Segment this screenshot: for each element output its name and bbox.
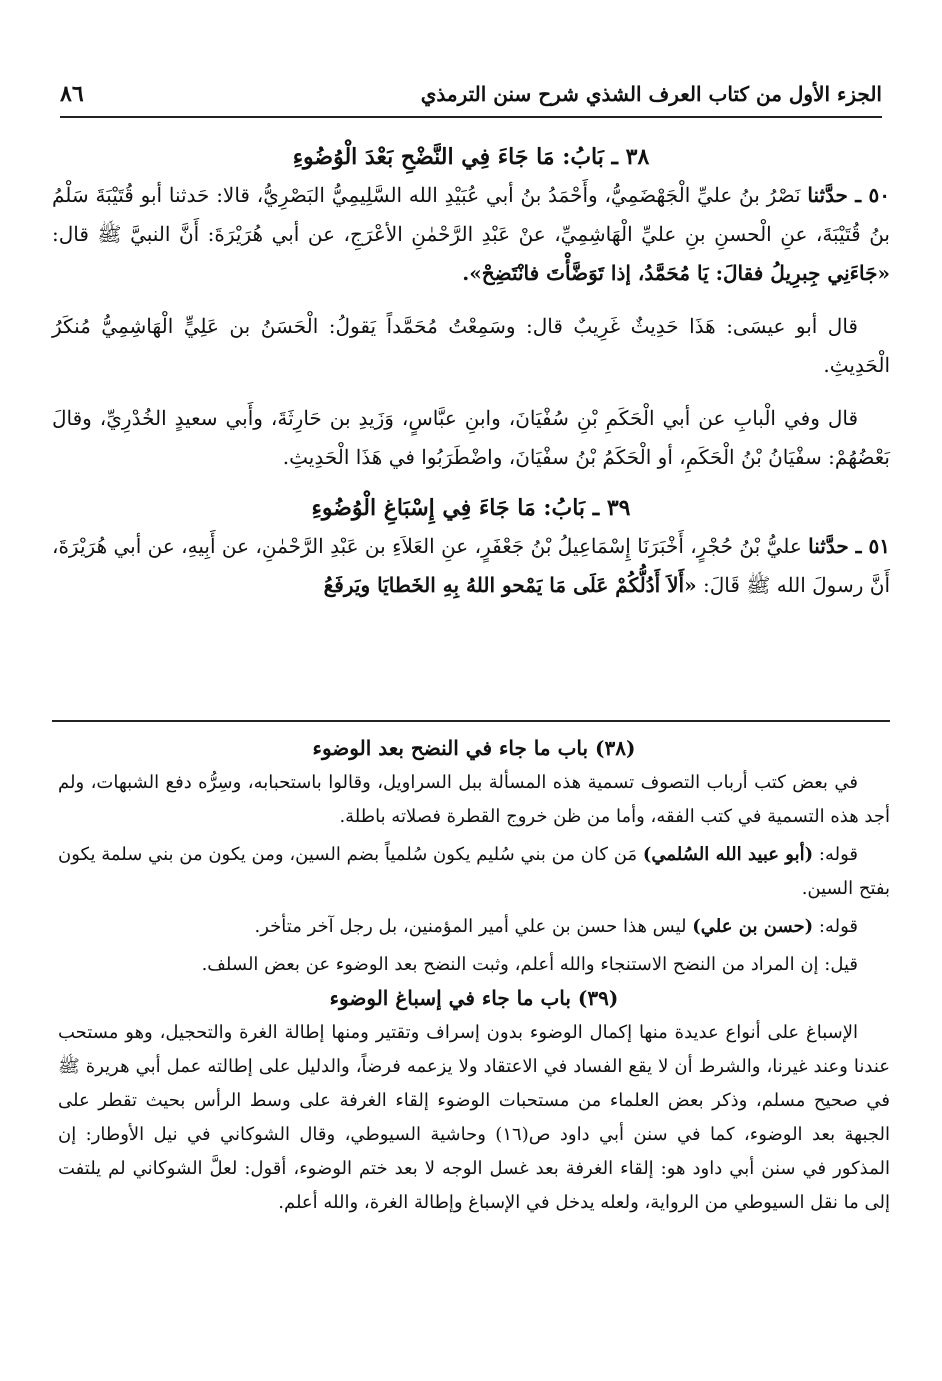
hadith-50-lead: ٥٠ ـ حدَّثنا: [807, 183, 891, 207]
bab-paragraph: قال وفي الْبابِ عن أبي الْحَكَمِ بْنِ سُفْيَانَ، وابنِ عبَّاسٍ، وَزَيدِ بن حَارِثَةَ، وأَبي سعيدٍ الخُدْرِيِّ، وقالَ بَعْضُهُمْ: سفْيَانُ بْنُ الْحَكَمِ، أو الْحَكَمُ بْنُ سفْيَانَ، واضْطَرَبُوا في هَذَا الْحَدِيثِ.: [52, 406, 890, 469]
commentary-section: [58, 736, 890, 1224]
hadith-50-quote: «جَاءَنِي جِبرِيلُ فقالَ: يَا مُحَمَّدُ، إذا تَوَضَّأْتَ فانْتَضِحْ».: [462, 261, 890, 285]
hadith-51-body: عليُّ بْنُ حُجْرٍ، أَخْبَرَنَا إِسْمَاعِيلُ بْنُ جَعْفَرٍ، عنِ العَلاَءِ بن عَبْدِ الرَّحْمٰنِ، عن أَبِيهِ، عن أبي هُرَيْرَةَ، أَنَّ رسولَ الله ﷺ قَالَ:: [52, 534, 890, 597]
hadith-51-lead: ٥١ ـ حدَّثنا: [808, 534, 890, 558]
commentary-2-prefix: قوله:: [818, 844, 858, 865]
commentary-paragraph-2: [58, 838, 890, 906]
section-39-title: ٣٩ ـ بَابُ: مَا جَاءَ فِي إِسْبَاغِ الْوُضُوءِ: [311, 495, 631, 521]
commentary-3-bold: (حسن بن علي): [692, 916, 814, 937]
hadith-50: [52, 176, 890, 293]
commentary-2-rest: مَن كان من بني سُليم يكون سُلمياً بضم السين، ومن يكون من بني سلمة يكون بفتح السين.: [58, 844, 890, 899]
footnote-divider: [52, 720, 890, 722]
commentary-paragraph-5: الإسباغ على أنواع عديدة منها إكمال الوضوء بدون إسراف وتقتير ومنها إطالة الغرة والتحجيل، وهو مستحب عندنا وعند غيرنا، والشرط أن لا يقع الفساد في الاعتقاد ولا يزعمه فرضاً، والدليل على إطالته عمل أبي هريرة ﷺ في صحيح مسلم، وذكر بعض العلماء من مستحبات الوضوء إلقاء الغرفة على وسط الرأس بحيث تقطر على الجبهة بعد الوضوء، كما في سنن أبي داود ص(١٦) وحاشية السيوطي، وقال الشوكاني في نيل الأوطار: إن المذكور في سنن أبي داود هو: إلقاء الغرفة بعد غسل الوجه لا بعد ختم الوضوء، أقول: لعلَّ الشوكاني لم يلتفت إلى ما نقل السيوطي من الرواية، ولعله يدخل في الإسباغ وإطالة الغرة، والله أعلم.: [58, 1022, 890, 1213]
main-text: [52, 140, 890, 619]
page-number: ٨٦: [60, 81, 84, 107]
commentary-3-prefix: قوله:: [818, 916, 858, 937]
page-header: [60, 72, 882, 118]
commentary-paragraph-3: [58, 910, 890, 944]
hadith-51-quote: «أَلاَ أَدُلُّكُمْ عَلَى مَا يَمْحو اللهُ بِهِ الخَطايَا ويَرفَعُ: [323, 573, 697, 597]
commentary-paragraph-4: قيل: إن المراد من النضح الاستنجاء والله أعلم، وثبت النضح بعد الوضوء عن بعض السلف.: [201, 954, 858, 975]
running-title: الجزء الأول من كتاب العرف الشذي شرح سنن الترمذي: [420, 82, 882, 106]
commentary-2-bold: (أبو عبيد الله السُلمي): [642, 844, 814, 865]
section-38-title: ٣٨ ـ بَابُ: مَا جَاءَ فِي النَّضْحِ بَعْدَ الْوُضُوءِ: [292, 144, 650, 170]
abu-isa-paragraph: قال أبو عيسَى: هَذَا حَدِيثٌ غَرِيبٌ قال: وسَمِعْتُ مُحَمَّداً يَقولُ: الْحَسَنُ بن عَلِيٍّ الْهَاشِمِيُّ مُنكَرُ الْحَدِيثِ.: [52, 314, 890, 377]
commentary-paragraph-1: في بعض كتب أرباب التصوف تسمية هذه المسألة ببل السراويل، وقالوا باستحبابه، وسِرُّه دفع الشبهات، ولم أجد هذه التسمية في كتب الفقه، وأما من ظن خروج القطرة فصلاته باطلة.: [58, 772, 890, 827]
hadith-51: [52, 527, 890, 605]
hadith-50-body: نَصْرُ بنُ عليِّ الْجَهْضَمِيُّ، وأَحْمَدُ بنُ أبي عُبَيْدِ الله السَّلِيمِيُّ البَصْرِيُّ، قالا: حَدثنا أبو قُتَيْبَةَ سَلْمُ بنُ قُتَيْبَةَ، عنِ الْحسنِ بنِ عليِّ الْهَاشِمِيِّ، عنْ عَبْدِ الرَّحْمٰنِ الأعْرَجِ، عن أبي هُرَيْرَةَ: أَنَّ النبيَّ ﷺ قال:: [52, 183, 890, 246]
commentary-3-rest: ليس هذا حسن بن علي أمير المؤمنين، بل رجل آخر متأخر.: [254, 916, 687, 937]
commentary-title-38: (٣٨) باب ما جاء في النضح بعد الوضوء: [312, 736, 636, 760]
commentary-title-39: (٣٩) باب ما جاء في إسباغ الوضوء: [329, 986, 619, 1010]
